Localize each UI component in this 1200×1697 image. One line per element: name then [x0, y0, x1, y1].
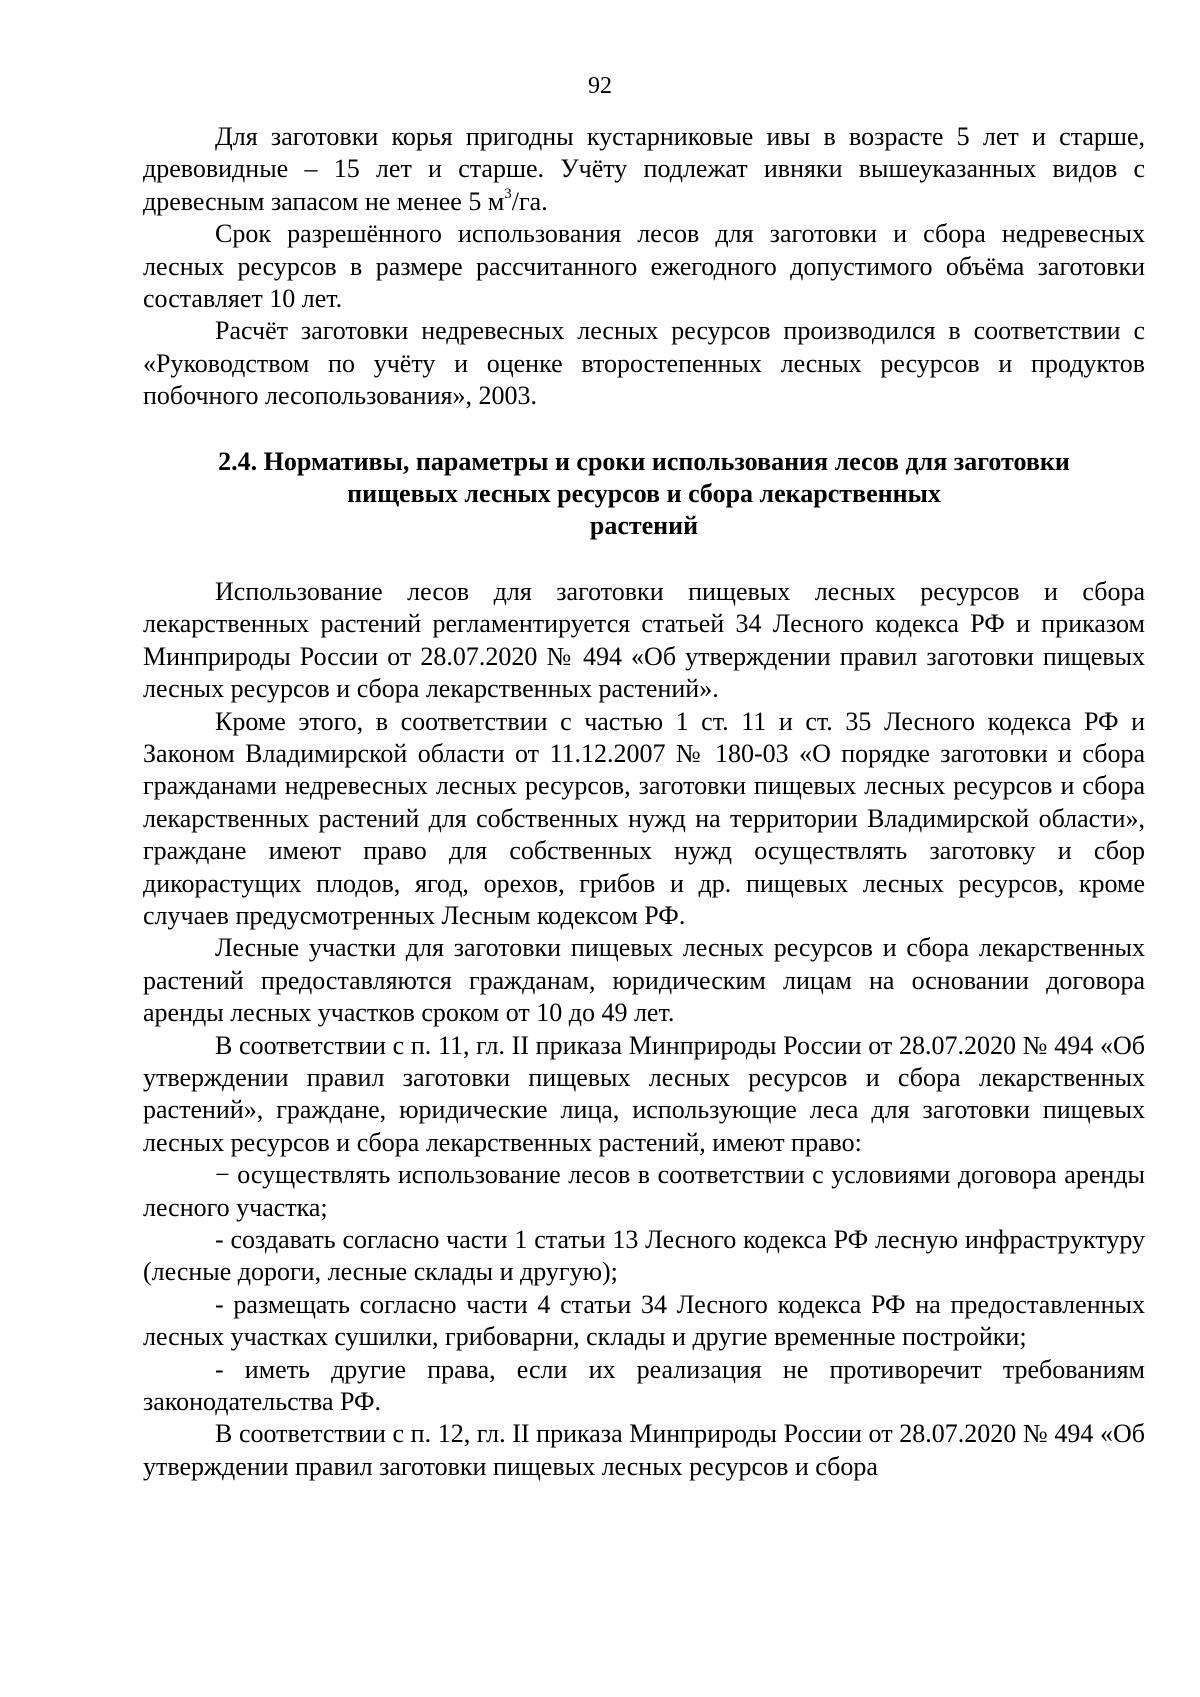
paragraph-text: Для заготовки корья пригодны кустарниковые ивы в возрасте 5 лет и старше, древовидные – 15 лет и старше. Учёту подлежат ивняки вышеуказанных видов с древесным запасом не менее 5 м [143, 122, 1145, 216]
heading-line: пищевых лесных ресурсов и сбора лекарственных [347, 479, 941, 509]
section-heading [143, 446, 1145, 543]
heading-line: растений [589, 511, 699, 541]
heading-line: 2.4. Нормативы, параметры и сроки использования лесов для заготовки [218, 446, 1070, 476]
paragraph-regulation: Использование лесов для заготовки пищевых лесных ресурсов и сбора лекарственных растений регламентируется статьей 34 Лесного кодекса РФ и приказом Минприроды России от 28.07.2020 № 494 «Об утверждении правил заготовки пищевых лесных ресурсов и сбора лекарственных растений». [143, 576, 1145, 704]
paragraph-permitted-term: Срок разрешённого использования лесов для заготовки и сбора недревесных лесных ресурсов в размере рассчитанного ежегодного допустимого объёма заготовки составляет 10 лет. [143, 219, 1145, 314]
paragraph-rights-intro: В соответствии с п. 11, гл. II приказа Минприроды России от 28.07.2020 № 494 «Об утверждении правил заготовки пищевых лесных ресурсов и сбора лекарственных растений», граждане, юридические лица, использующие леса для заготовки пищевых лесных ресурсов и сбора лекарственных растений, имеют право: [143, 1030, 1145, 1157]
paragraph-lease-terms: Лесные участки для заготовки пищевых лесных ресурсов и сбора лекарственных растений предоставляются гражданам, юридическим лицам на основании договора аренды лесных участков сроком от 10 до 49 лет. [143, 933, 1145, 1028]
list-item-right: - размещать согласно части 4 статьи 34 Лесного кодекса РФ на предоставленных лесных участках сушилки, грибоварни, склады и другие временные постройки; [143, 1289, 1145, 1352]
superscript: 3 [504, 186, 512, 203]
document-body [143, 121, 1145, 1483]
paragraph-regional-law: Кроме этого, в соответствии с частью 1 ст. 11 и ст. 35 Лесного кодекса РФ и Законом Владимирской области от 11.12.2007 № 180-03 «О порядке заготовки и сбора гражданами недревесных лесных ресурсов, заготовки пищевых лесных ресурсов и сбора лекарственных растений для собственных нужд на территории Владимирской области», граждане имеют право для собственных нужд осуществлять заготовку и сбор дикорастущих плодов, ягод, орехов, грибов и др. пищевых лесных ресурсов, кроме случаев предусмотренных Лесным кодексом РФ. [143, 706, 1145, 930]
page-number: 92 [588, 73, 612, 99]
paragraph-text: /га. [511, 186, 548, 216]
list-item-right: - иметь другие права, если их реализация не противоречит требованиям законодательства РФ. [143, 1354, 1145, 1417]
paragraph-bark-harvesting [143, 121, 1145, 218]
list-item-right: − осуществлять использование лесов в соответствии с условиями договора аренды лесного участка; [143, 1160, 1145, 1222]
paragraph-calculation-basis: Расчёт заготовки недревесных лесных ресурсов производился в соответствии с «Руководством по учёту и оценке второстепенных лесных ресурсов и продуктов побочного лесопользования», 2003. [143, 316, 1145, 411]
list-item-right: - создавать согласно части 1 статьи 13 Лесного кодекса РФ лесную инфраструктуру (лесные дороги, лесные склады и другую); [143, 1225, 1145, 1287]
paragraph-duties-intro: В соответствии с п. 12, гл. II приказа Минприроды России от 28.07.2020 № 494 «Об утверждении правил заготовки пищевых лесных ресурсов и сбора [143, 1419, 1145, 1481]
